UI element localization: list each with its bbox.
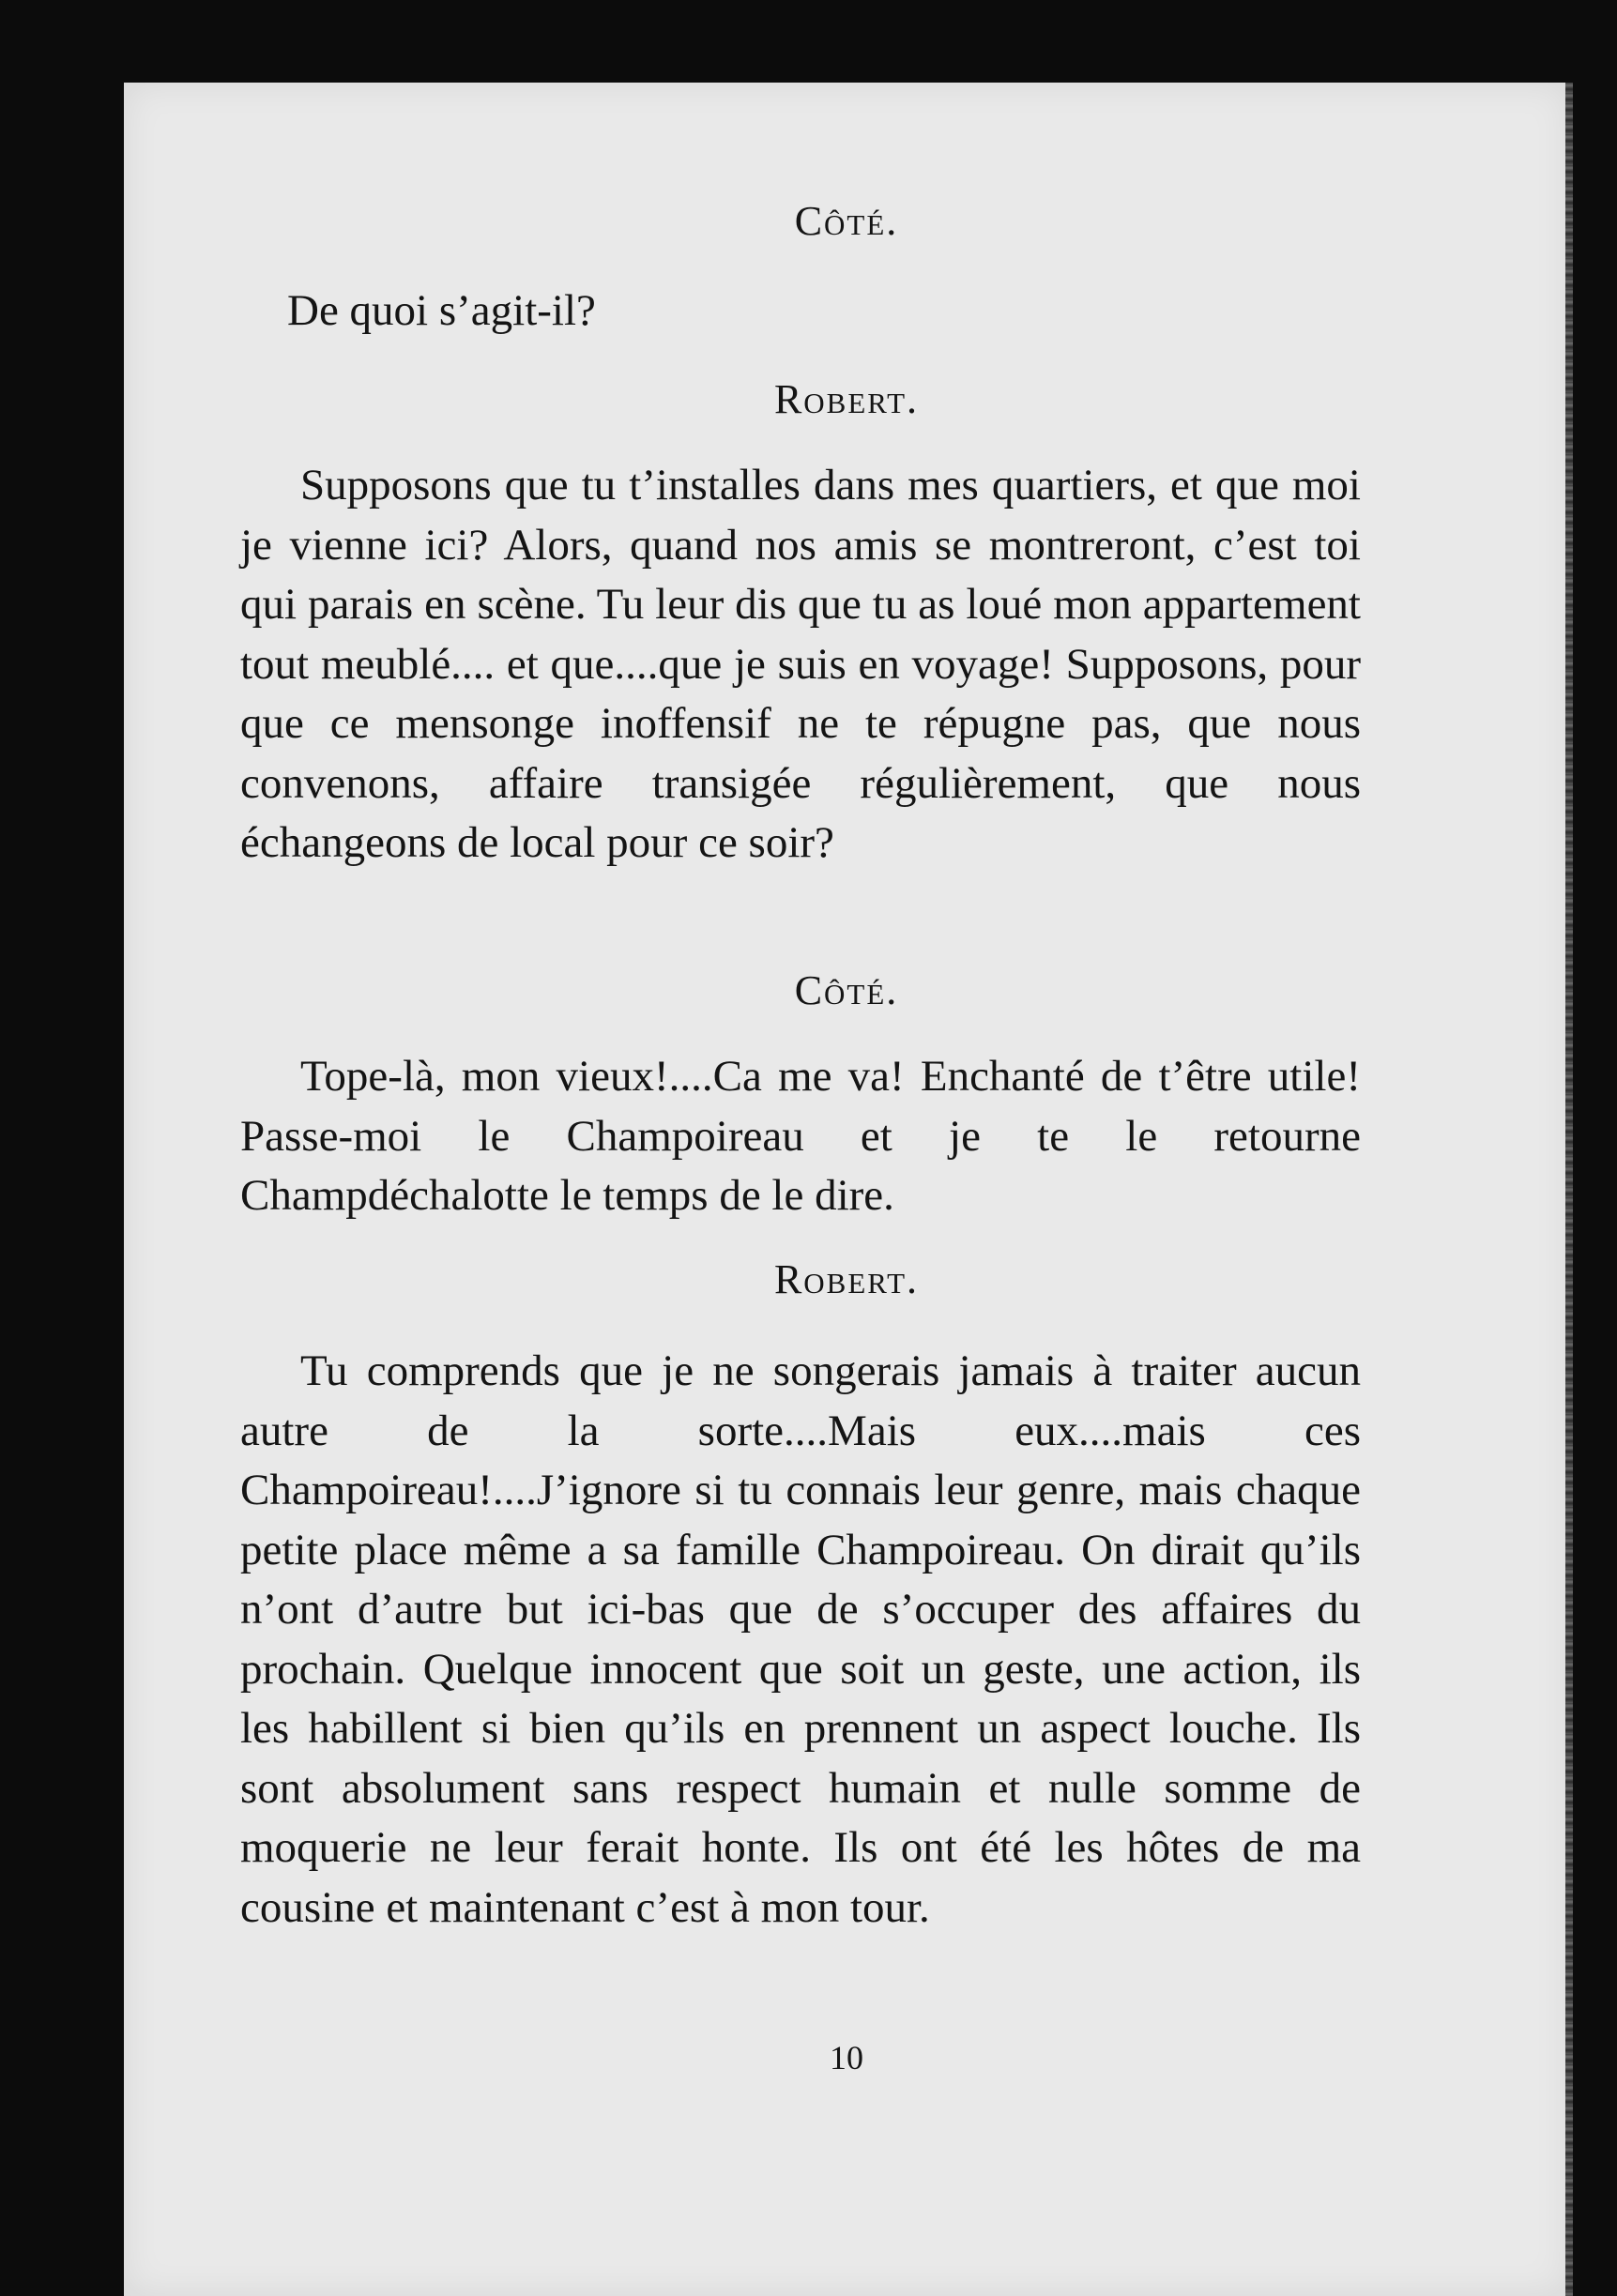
paragraph-robert-proposal: Supposons que tu t’installes dans mes quartiers, et que moi je vienne ici? Alors, quand nos amis se montreront, c’est toi qui parais en scène. Tu leur dis que tu as loué mon appartement tout meublé.... et que....que je suis en voyage! Supposons, pour que ce mensonge inoffensif ne te répugne pas, que nous convenons, affaire transigée régulièrement, que nous échangeons de local pour ce soir? bbox=[240, 461, 1361, 867]
speaker-heading-robert-1: Robert. bbox=[773, 376, 920, 422]
paragraph-cote-reply: Tope-là, mon vieux!....Ca me va! Enchanté de t’être utile! Passe-moi le Champoireau et je te le retourne Champdéchalotte le temps de le dire. bbox=[240, 1052, 1361, 1220]
page-number: 10 bbox=[830, 2039, 863, 2076]
dialogue-line-question: De quoi s’agit-il? bbox=[287, 286, 596, 335]
speaker-heading-robert-2: Robert. bbox=[773, 1256, 920, 1302]
speaker-heading-cote-1: Côté. bbox=[794, 198, 899, 244]
speaker-heading-cote-2: Côté. bbox=[794, 967, 899, 1013]
paragraph-robert-champoireau: Tu comprends que je ne songerais jamais à traiter aucun autre de la sorte....Mais eux....mais ces Champoireau!....J’ignore si tu connais leur genre, mais chaque petite place même a sa famille Champoireau. On dirait qu’ils n’ont d’autre but ici-bas que de s’occuper des affaires du prochain. Quelque innocent que soit un geste, une action, ils les habillent si bien qu’ils en prennent un aspect louche. Ils sont absolument sans respect humain et nulle somme de moquerie ne leur ferait honte. Ils ont été les hôtes de ma cousine et maintenant c’est à mon tour. bbox=[240, 1346, 1361, 1932]
